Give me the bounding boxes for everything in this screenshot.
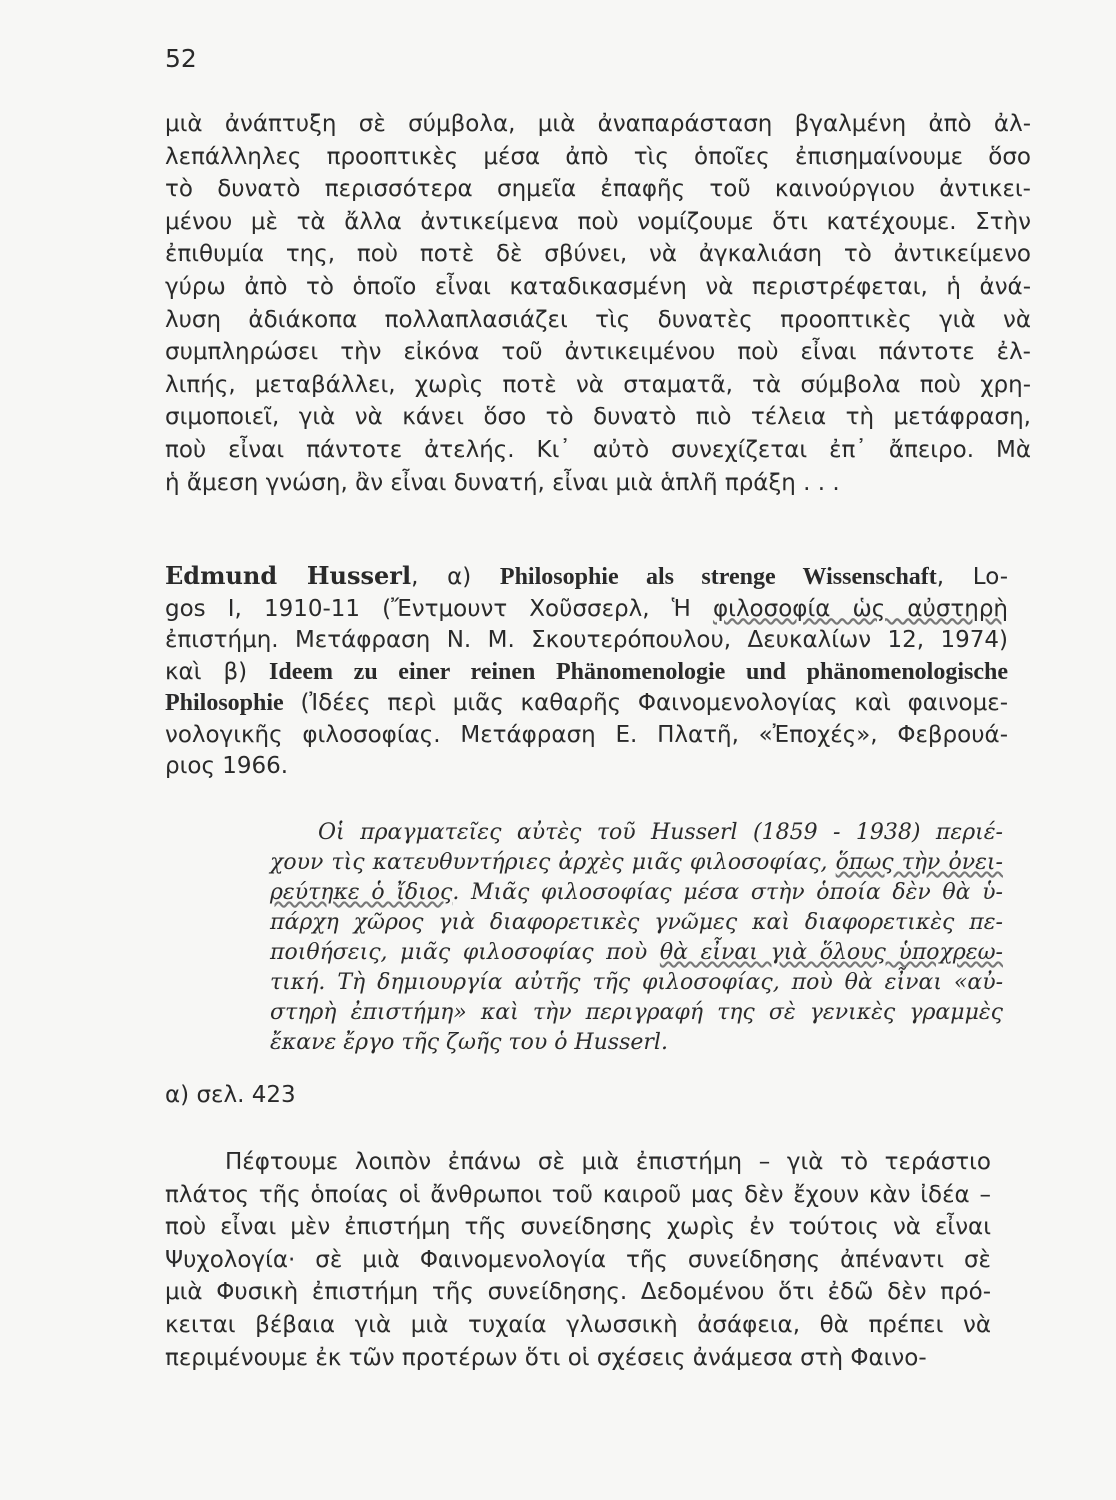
text-segment: ριος 1966.: [165, 753, 289, 779]
text-line: [165, 1309, 991, 1342]
text-segment: σιμοποιεῖ, γιὰ νὰ κάνει ὅσο τὸ δυνατὸ πιὸ τέλεια τὴ μετάφραση,: [165, 404, 1031, 431]
text-segment: ποὺ εἶναι μὲν ἐπιστήμη τῆς συνείδησης χωρὶς ἐν τούτοις νὰ εἶναι: [165, 1214, 991, 1241]
text-segment: , α): [411, 564, 500, 590]
block-quote: [270, 818, 1003, 1058]
underlined-text: ὅπως τὴν ὀνει-: [835, 850, 1003, 875]
text-segment: περιμένουμε ἐκ τῶν προτέρων ὅτι οἱ σχέσεις ἀνάμεσα στὴ Φαινο-: [165, 1344, 927, 1371]
text-segment: , Lo-: [936, 564, 1009, 590]
text-segment: τὸ δυνατὸ περισσότερα σημεῖα ἐπαφῆς τοῦ καινούργιου ἀντικει-: [165, 176, 1031, 203]
bold-text: Philosophie: [165, 690, 284, 716]
text-line: [165, 1211, 991, 1244]
text-line: [165, 1244, 991, 1277]
text-segment: Πέφτουμε λοιπὸν ἐπάνω σὲ μιὰ ἐπιστήμη – γιὰ τὸ τεράστιο: [225, 1149, 991, 1175]
text-line: [165, 657, 1008, 689]
text-segment: ἐπιθυμία της, ποὺ ποτὲ δὲ σβύνει, νὰ ἀγκαλιάση τὸ ἀντικείμενο: [165, 241, 1031, 268]
text-segment: καὶ β): [165, 658, 270, 685]
bold-text: Edmund Husserl: [165, 561, 412, 590]
text-line: [165, 206, 1031, 239]
text-line: [165, 141, 1031, 174]
text-line: [165, 751, 1008, 783]
text-line: [165, 369, 1031, 402]
text-segment: ποὺ εἶναι πάντοτε ἀτελής. Κι᾿ αὐτὸ συνεχίζεται ἐπ᾿ ἄπειρο. Μὰ: [165, 436, 1031, 463]
text-segment: Ψυχολογία· σὲ μιὰ Φαινομενολογία τῆς συνείδησης ἀπέναντι σὲ: [165, 1246, 991, 1273]
text-segment: γύρω ἀπὸ τὸ ὁποῖο εἶναι καταδικασμένη νὰ περιστρέφεται, ἡ ἀνά-: [165, 273, 1031, 300]
text-segment: μένου μὲ τὰ ἄλλα ἀντικείμενα ποὺ νομίζουμε ὅτι κατέχουμε. Στὴν: [165, 208, 1031, 235]
body-paragraph-1: [165, 108, 1031, 499]
text-segment: ἡ ἄμεση γνώση, ἂν εἶναι δυνατή, εἶναι μιὰ ἁπλῆ πράξη . . .: [165, 469, 840, 496]
text-line: [270, 818, 1003, 848]
text-segment: κειται βέβαια γιὰ μιὰ τυχαία γλωσσικὴ ἀσάφεια, θὰ πρέπει νὰ: [165, 1311, 991, 1338]
footnote-reference: α) σελ. 423: [165, 1082, 296, 1108]
text-segment: gos I, 1910-11 (Ἔντμουντ Χοῦσσερλ, Ἡ: [165, 595, 713, 622]
text-segment: Οἱ πραγματεῖες αὐτὲς τοῦ Husserl (1859 - 1938) περιέ-: [318, 820, 1003, 845]
text-segment: χουν τὶς κατευθυντήριες ἀρχὲς μιᾶς φιλοσοφίας,: [270, 850, 836, 875]
text-line: [165, 401, 1031, 434]
text-segment: ἐπιστήμη. Μετάφραση Ν. Μ. Σκουτερόπουλου, Δευκαλίων 12, 1974): [165, 627, 1008, 653]
text-segment: λυση ἀδιάκοπα πολλαπλασιάζει τὶς δυνατὲς προοπτικὲς γιὰ νὰ: [165, 306, 1031, 333]
bold-text: Ideem zu einer reinen Phänomenologie und phänomenologische: [269, 658, 1008, 685]
text-line: [165, 594, 1008, 626]
text-line: [165, 688, 1008, 720]
page-number: 52: [165, 44, 197, 73]
text-segment: πλάτος τῆς ὁποίας οἱ ἄνθρωποι τοῦ καιροῦ μας δὲν ἔχουν κὰν ἰδέα –: [165, 1181, 991, 1208]
text-line: [165, 108, 1031, 141]
text-line: [270, 1028, 1003, 1058]
text-line: [165, 238, 1031, 271]
body-paragraph-2: [165, 1146, 991, 1374]
text-segment: νολογικῆς φιλοσοφίας. Μετάφραση Ε. Πλατῆ, «Ἐποχές», Φεβρουά-: [165, 721, 1008, 748]
text-line: [270, 998, 1003, 1028]
text-line: [270, 938, 1003, 968]
text-segment: τική. Τὴ δημιουργία αὐτῆς τῆς φιλοσοφίας, ποὺ θὰ εἶναι «αὐ-: [270, 970, 1003, 995]
text-segment: λιπής, μεταβάλλει, χωρὶς ποτὲ νὰ σταματᾶ, τὰ σύμβολα ποὺ χρη-: [165, 371, 1031, 398]
underlined-text: θὰ εἶναι γιὰ ὅλους ὑποχρεω-: [659, 940, 1003, 965]
text-segment: μιὰ ἀνάπτυξη σὲ σύμβολα, μιὰ ἀναπαράσταση βγαλμένη ἀπὸ ἀλ-: [165, 111, 1031, 137]
text-line: [165, 271, 1031, 304]
underlined-text: ρεύτηκε ὁ ἴδιος: [270, 880, 453, 905]
text-line: [165, 560, 1008, 594]
text-line: [270, 908, 1003, 938]
text-segment: ἔκανε ἔργο τῆς ζωῆς του ὁ Husserl.: [270, 1030, 668, 1055]
text-line: [165, 1146, 991, 1179]
bibliographic-reference: [165, 560, 1008, 783]
text-segment: μιὰ Φυσικὴ ἐπιστήμη τῆς συνείδησης. Δεδομένου ὅτι ἐδῶ δὲν πρό-: [165, 1279, 991, 1306]
text-line: [270, 848, 1003, 878]
text-line: [270, 968, 1003, 998]
text-line: [165, 625, 1008, 657]
text-line: [165, 173, 1031, 206]
text-line: [165, 1179, 991, 1212]
text-segment: λεπάλληλες προοπτικὲς μέσα ἀπὸ τὶς ὁποῖες ἐπισημαίνουμε ὅσο: [165, 143, 1031, 170]
text-line: [165, 1342, 991, 1375]
text-segment: συμπληρώσει τὴν εἰκόνα τοῦ ἀντικειμένου ποὺ εἶναι πάντοτε ἐλ-: [165, 339, 1031, 366]
text-line: [165, 720, 1008, 752]
underlined-text: φιλοσοφία ὡς αὐστηρὴ: [712, 595, 1009, 622]
text-line: [165, 1276, 991, 1309]
text-line: [165, 336, 1031, 369]
text-line: [165, 467, 1031, 500]
text-segment: ποιθήσεις, μιᾶς φιλοσοφίας ποὺ: [270, 940, 660, 965]
text-line: [270, 878, 1003, 908]
text-line: [165, 434, 1031, 467]
text-segment: πάρχη χῶρος γιὰ διαφορετικὲς γνῶμες καὶ διαφορετικὲς πε-: [270, 910, 1003, 935]
text-segment: . Μιᾶς φιλοσοφίας μέσα στὴν ὁποία δὲν θὰ ὑ-: [452, 880, 1003, 905]
text-line: [165, 304, 1031, 337]
text-segment: στηρὴ ἐπιστήμη» καὶ τὴν περιγραφή της σὲ γενικὲς γραμμὲς: [270, 1000, 1003, 1025]
text-segment: (Ἰδέες περὶ μιᾶς καθαρῆς Φαινομενολογίας καὶ φαινομε-: [283, 690, 1008, 716]
bold-text: Philosophie als strenge Wissenschaft: [499, 564, 937, 590]
